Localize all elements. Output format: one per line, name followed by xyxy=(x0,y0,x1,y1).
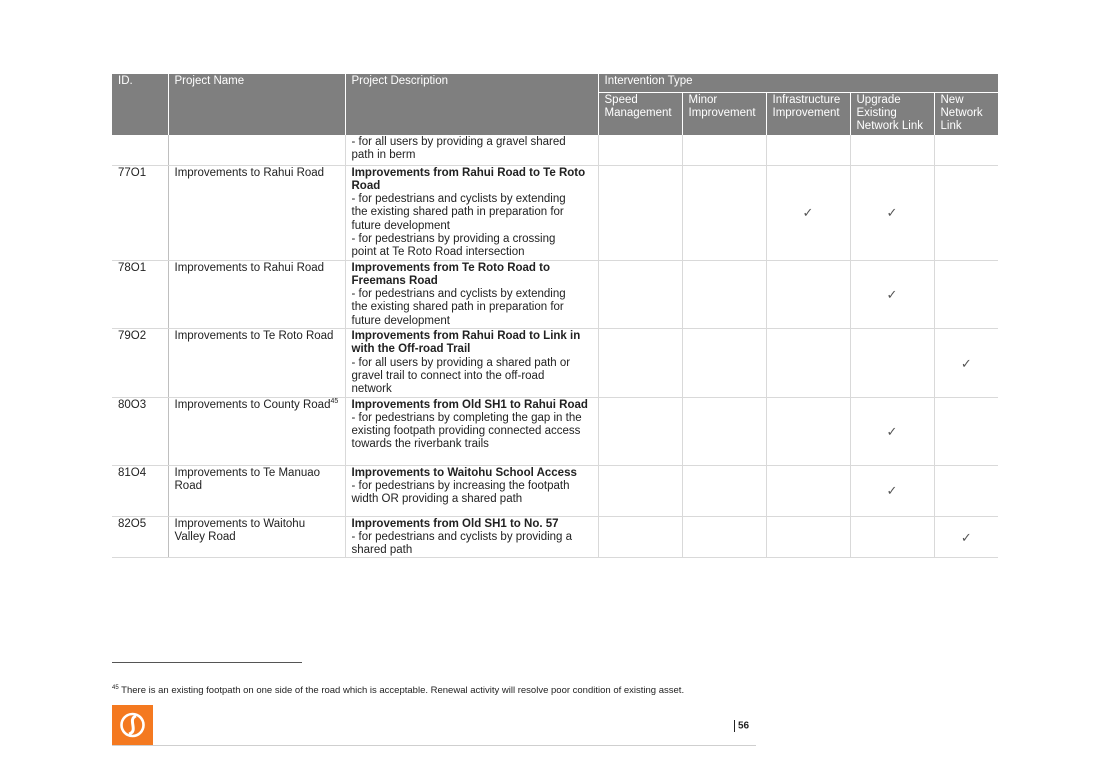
table-row-continuation xyxy=(112,135,998,165)
table-row xyxy=(112,397,998,465)
description-title: Improvements from Te Roto Road to Freemans Road xyxy=(351,261,550,287)
description-title: Improvements from Old SH1 to Rahui Road xyxy=(351,398,588,411)
project-name xyxy=(168,516,345,558)
footer-divider xyxy=(112,745,756,746)
header-new-network-link: New Network Link xyxy=(934,93,998,136)
footnote-number: 45 xyxy=(112,684,119,691)
table-row xyxy=(112,516,998,558)
project-name xyxy=(168,260,345,328)
project-id: 78O1 xyxy=(112,260,168,328)
description-line: future development xyxy=(351,314,450,327)
header-intervention-type: Intervention Type xyxy=(598,74,998,93)
table-row xyxy=(112,260,998,328)
project-description xyxy=(345,329,598,397)
description-line: network xyxy=(351,383,392,396)
project-name-text: Improvements to Te Manuao Road xyxy=(174,466,321,492)
header-upgrade-existing-network-link: Upgrade Existing Network Link xyxy=(850,93,934,136)
header-infrastructure-improvement: Infrastructure Improvement xyxy=(766,93,850,136)
project-name-text: Improvements to Waitohu Valley Road xyxy=(174,517,306,543)
project-name xyxy=(168,397,345,465)
project-id: 80O3 xyxy=(112,397,168,465)
intervention-table xyxy=(112,74,998,558)
project-description xyxy=(345,465,598,516)
project-name xyxy=(168,329,345,397)
description-title: Improvements to Waitohu School Access xyxy=(351,466,577,479)
description-line: towards the riverbank trails xyxy=(351,438,489,451)
project-description xyxy=(345,260,598,328)
checkmark-icon: ✓ xyxy=(960,355,972,371)
checkmark-icon: ✓ xyxy=(886,287,898,303)
project-name-text: Improvements to Rahui Road xyxy=(174,166,325,179)
description-line: the existing shared path in preparation for xyxy=(351,206,564,219)
table-header xyxy=(112,74,998,135)
footnote-text: There is an existing footpath on one side of the road which is acceptable. Renewal activity will resolve poor condition of existing asset. xyxy=(121,685,685,696)
footnote-ref: 45 xyxy=(330,397,339,405)
footnote-divider xyxy=(112,662,302,663)
description-line: - for pedestrians by providing a crossing xyxy=(351,232,556,245)
header-id: ID. xyxy=(112,74,168,135)
description-title: Improvements from Old SH1 to No. 57 xyxy=(351,517,559,530)
project-name-text: Improvements to Te Roto Road xyxy=(174,330,334,343)
description-line: - for pedestrians and cyclists by providing a xyxy=(351,530,573,543)
project-description xyxy=(345,516,598,558)
project-name-text: Improvements to County Road xyxy=(174,398,331,411)
description-line: - for pedestrians and cyclists by extending xyxy=(351,288,566,301)
header-project-name: Project Name xyxy=(168,74,345,135)
description-line: existing footpath providing connected access xyxy=(351,425,581,438)
checkmark-icon: ✓ xyxy=(886,483,898,499)
description-line: width OR providing a shared path xyxy=(351,493,523,506)
page-number xyxy=(734,720,749,732)
description-line: gravel trail to connect into the off-road xyxy=(351,369,545,382)
table-row xyxy=(112,465,998,516)
description-line: - for pedestrians by increasing the footpath xyxy=(351,479,570,492)
description-line: - for pedestrians and cyclists by extending xyxy=(351,193,566,206)
project-description xyxy=(345,165,598,260)
description-line: - for all users by providing a gravel shared xyxy=(351,136,566,148)
checkmark-icon: ✓ xyxy=(886,205,898,221)
project-id: 81O4 xyxy=(112,465,168,516)
project-id: 79O2 xyxy=(112,329,168,397)
project-id: 82O5 xyxy=(112,516,168,558)
table-row xyxy=(112,165,998,260)
checkmark-icon: ✓ xyxy=(802,205,814,221)
description-title: Improvements from Rahui Road to Link in with the Off-road Trail xyxy=(351,330,581,356)
checkmark-icon: ✓ xyxy=(886,423,898,439)
project-name xyxy=(168,465,345,516)
header-project-description: Project Description xyxy=(345,74,598,135)
header-minor-improvement: Minor Improvement xyxy=(682,93,766,136)
table-body xyxy=(112,135,998,558)
company-logo xyxy=(112,705,153,745)
description-line: - for all users by providing a shared path or xyxy=(351,356,571,369)
project-description xyxy=(345,397,598,465)
project-name xyxy=(168,165,345,260)
footnote xyxy=(112,685,684,696)
description-line: path in berm xyxy=(351,149,416,162)
page-number-text: 56 xyxy=(738,720,750,732)
description-line: shared path xyxy=(351,544,413,557)
description-line: the existing shared path in preparation for xyxy=(351,301,564,314)
description-title: Improvements from Rahui Road to Te Roto Road xyxy=(351,166,586,192)
description-line: future development xyxy=(351,219,450,232)
project-id: 77O1 xyxy=(112,165,168,260)
description-line: point at Te Roto Road intersection xyxy=(351,246,525,259)
description-line: - for pedestrians by completing the gap in the xyxy=(351,411,582,424)
table-row xyxy=(112,329,998,397)
header-speed-management: Speed Management xyxy=(598,93,682,136)
project-description xyxy=(345,135,598,165)
swirl-logo-icon xyxy=(112,705,153,745)
project-name-text: Improvements to Rahui Road xyxy=(174,261,325,274)
checkmark-icon: ✓ xyxy=(960,529,972,545)
